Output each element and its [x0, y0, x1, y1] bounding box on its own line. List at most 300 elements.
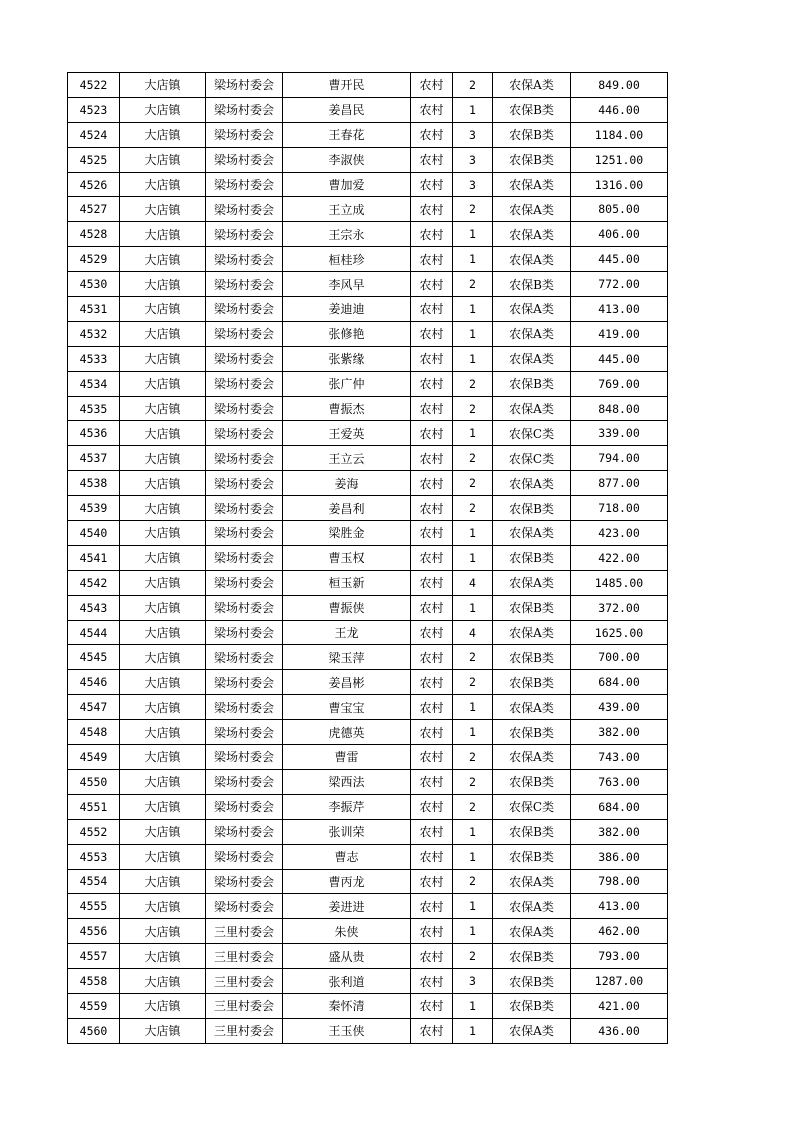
household-type-cell: 农村 [411, 993, 453, 1018]
person-count-cell: 3 [453, 969, 493, 994]
village-committee-cell: 梁场村委会 [206, 247, 283, 272]
household-type-cell: 农村 [411, 521, 453, 546]
table-row [68, 919, 668, 944]
serial-cell: 4530 [68, 272, 120, 297]
town-cell: 大店镇 [120, 197, 206, 222]
serial-cell: 4522 [68, 73, 120, 98]
town-cell: 大店镇 [120, 97, 206, 122]
category-cell: 农保A类 [493, 396, 571, 421]
village-committee-cell: 梁场村委会 [206, 769, 283, 794]
serial-cell: 4543 [68, 595, 120, 620]
person-count-cell: 2 [453, 670, 493, 695]
table-row [68, 720, 668, 745]
benefit-table [67, 72, 668, 1044]
name-cell: 李淑侠 [283, 147, 411, 172]
table-row [68, 545, 668, 570]
table-row [68, 869, 668, 894]
town-cell: 大店镇 [120, 371, 206, 396]
household-type-cell: 农村 [411, 471, 453, 496]
serial-cell: 4548 [68, 720, 120, 745]
table-row [68, 695, 668, 720]
serial-cell: 4534 [68, 371, 120, 396]
amount-cell: 419.00 [571, 321, 668, 346]
village-committee-cell: 梁场村委会 [206, 869, 283, 894]
household-type-cell: 农村 [411, 944, 453, 969]
amount-cell: 413.00 [571, 297, 668, 322]
person-count-cell: 1 [453, 819, 493, 844]
serial-cell: 4560 [68, 1018, 120, 1043]
town-cell: 大店镇 [120, 396, 206, 421]
table-row [68, 670, 668, 695]
amount-cell: 423.00 [571, 521, 668, 546]
name-cell: 王爱英 [283, 421, 411, 446]
category-cell: 农保B类 [493, 720, 571, 745]
category-cell: 农保B类 [493, 496, 571, 521]
serial-cell: 4550 [68, 769, 120, 794]
amount-cell: 382.00 [571, 720, 668, 745]
amount-cell: 462.00 [571, 919, 668, 944]
town-cell: 大店镇 [120, 1018, 206, 1043]
town-cell: 大店镇 [120, 521, 206, 546]
name-cell: 张紫缘 [283, 346, 411, 371]
amount-cell: 849.00 [571, 73, 668, 98]
serial-cell: 4542 [68, 570, 120, 595]
amount-cell: 421.00 [571, 993, 668, 1018]
household-type-cell: 农村 [411, 894, 453, 919]
person-count-cell: 1 [453, 247, 493, 272]
household-type-cell: 农村 [411, 147, 453, 172]
category-cell: 农保B类 [493, 147, 571, 172]
name-cell: 曹宝宝 [283, 695, 411, 720]
serial-cell: 4527 [68, 197, 120, 222]
town-cell: 大店镇 [120, 297, 206, 322]
category-cell: 农保B类 [493, 844, 571, 869]
household-type-cell: 农村 [411, 496, 453, 521]
table-row [68, 222, 668, 247]
serial-cell: 4528 [68, 222, 120, 247]
table-row [68, 794, 668, 819]
name-cell: 王龙 [283, 620, 411, 645]
table-row [68, 346, 668, 371]
household-type-cell: 农村 [411, 969, 453, 994]
serial-cell: 4549 [68, 745, 120, 770]
village-committee-cell: 梁场村委会 [206, 620, 283, 645]
person-count-cell: 1 [453, 844, 493, 869]
table-row [68, 620, 668, 645]
table-row [68, 97, 668, 122]
person-count-cell: 2 [453, 496, 493, 521]
town-cell: 大店镇 [120, 670, 206, 695]
village-committee-cell: 梁场村委会 [206, 147, 283, 172]
serial-cell: 4523 [68, 97, 120, 122]
village-committee-cell: 梁场村委会 [206, 122, 283, 147]
name-cell: 桓玉新 [283, 570, 411, 595]
serial-cell: 4545 [68, 645, 120, 670]
serial-cell: 4539 [68, 496, 120, 521]
household-type-cell: 农村 [411, 670, 453, 695]
name-cell: 姜迪迪 [283, 297, 411, 322]
name-cell: 曹开民 [283, 73, 411, 98]
household-type-cell: 农村 [411, 247, 453, 272]
category-cell: 农保C类 [493, 794, 571, 819]
household-type-cell: 农村 [411, 570, 453, 595]
name-cell: 曹振杰 [283, 396, 411, 421]
amount-cell: 763.00 [571, 769, 668, 794]
household-type-cell: 农村 [411, 421, 453, 446]
town-cell: 大店镇 [120, 944, 206, 969]
name-cell: 张修艳 [283, 321, 411, 346]
person-count-cell: 4 [453, 570, 493, 595]
household-type-cell: 农村 [411, 272, 453, 297]
name-cell: 梁胜金 [283, 521, 411, 546]
household-type-cell: 农村 [411, 172, 453, 197]
category-cell: 农保C类 [493, 446, 571, 471]
category-cell: 农保B类 [493, 122, 571, 147]
table-row [68, 247, 668, 272]
serial-cell: 4536 [68, 421, 120, 446]
household-type-cell: 农村 [411, 346, 453, 371]
household-type-cell: 农村 [411, 819, 453, 844]
person-count-cell: 4 [453, 620, 493, 645]
village-committee-cell: 梁场村委会 [206, 197, 283, 222]
village-committee-cell: 梁场村委会 [206, 521, 283, 546]
table-row [68, 446, 668, 471]
table-row [68, 595, 668, 620]
category-cell: 农保A类 [493, 471, 571, 496]
household-type-cell: 农村 [411, 197, 453, 222]
household-type-cell: 农村 [411, 720, 453, 745]
category-cell: 农保A类 [493, 620, 571, 645]
category-cell: 农保B类 [493, 993, 571, 1018]
table-row [68, 73, 668, 98]
category-cell: 农保A类 [493, 894, 571, 919]
category-cell: 农保A类 [493, 745, 571, 770]
category-cell: 农保B类 [493, 969, 571, 994]
village-committee-cell: 梁场村委会 [206, 570, 283, 595]
town-cell: 大店镇 [120, 819, 206, 844]
name-cell: 姜昌利 [283, 496, 411, 521]
table-row [68, 844, 668, 869]
person-count-cell: 1 [453, 695, 493, 720]
category-cell: 农保A类 [493, 247, 571, 272]
town-cell: 大店镇 [120, 894, 206, 919]
village-committee-cell: 梁场村委会 [206, 471, 283, 496]
town-cell: 大店镇 [120, 471, 206, 496]
village-committee-cell: 梁场村委会 [206, 695, 283, 720]
village-committee-cell: 梁场村委会 [206, 172, 283, 197]
village-committee-cell: 梁场村委会 [206, 297, 283, 322]
serial-cell: 4524 [68, 122, 120, 147]
amount-cell: 1316.00 [571, 172, 668, 197]
name-cell: 李风早 [283, 272, 411, 297]
village-committee-cell: 梁场村委会 [206, 670, 283, 695]
name-cell: 姜昌彬 [283, 670, 411, 695]
person-count-cell: 1 [453, 595, 493, 620]
name-cell: 王玉侠 [283, 1018, 411, 1043]
table-row [68, 172, 668, 197]
household-type-cell: 农村 [411, 321, 453, 346]
amount-cell: 684.00 [571, 794, 668, 819]
person-count-cell: 1 [453, 919, 493, 944]
household-type-cell: 农村 [411, 545, 453, 570]
category-cell: 农保A类 [493, 197, 571, 222]
person-count-cell: 2 [453, 745, 493, 770]
household-type-cell: 农村 [411, 844, 453, 869]
name-cell: 王立成 [283, 197, 411, 222]
category-cell: 农保A类 [493, 1018, 571, 1043]
category-cell: 农保B类 [493, 371, 571, 396]
town-cell: 大店镇 [120, 496, 206, 521]
town-cell: 大店镇 [120, 595, 206, 620]
name-cell: 盛从贵 [283, 944, 411, 969]
amount-cell: 794.00 [571, 446, 668, 471]
amount-cell: 1485.00 [571, 570, 668, 595]
table-row [68, 993, 668, 1018]
category-cell: 农保A类 [493, 172, 571, 197]
name-cell: 桓桂珍 [283, 247, 411, 272]
serial-cell: 4544 [68, 620, 120, 645]
serial-cell: 4552 [68, 819, 120, 844]
name-cell: 虎德英 [283, 720, 411, 745]
name-cell: 姜进进 [283, 894, 411, 919]
town-cell: 大店镇 [120, 869, 206, 894]
village-committee-cell: 梁场村委会 [206, 794, 283, 819]
amount-cell: 877.00 [571, 471, 668, 496]
amount-cell: 439.00 [571, 695, 668, 720]
village-committee-cell: 梁场村委会 [206, 73, 283, 98]
town-cell: 大店镇 [120, 745, 206, 770]
person-count-cell: 2 [453, 197, 493, 222]
category-cell: 农保B类 [493, 645, 571, 670]
village-committee-cell: 梁场村委会 [206, 421, 283, 446]
category-cell: 农保A类 [493, 73, 571, 98]
household-type-cell: 农村 [411, 122, 453, 147]
household-type-cell: 农村 [411, 595, 453, 620]
village-committee-cell: 三里村委会 [206, 919, 283, 944]
name-cell: 王春花 [283, 122, 411, 147]
amount-cell: 743.00 [571, 745, 668, 770]
person-count-cell: 3 [453, 172, 493, 197]
town-cell: 大店镇 [120, 272, 206, 297]
person-count-cell: 2 [453, 944, 493, 969]
table-row [68, 745, 668, 770]
town-cell: 大店镇 [120, 769, 206, 794]
serial-cell: 4526 [68, 172, 120, 197]
amount-cell: 1287.00 [571, 969, 668, 994]
person-count-cell: 2 [453, 769, 493, 794]
person-count-cell: 1 [453, 894, 493, 919]
name-cell: 李振芹 [283, 794, 411, 819]
household-type-cell: 农村 [411, 396, 453, 421]
category-cell: 农保B类 [493, 769, 571, 794]
household-type-cell: 农村 [411, 745, 453, 770]
name-cell: 曹玉权 [283, 545, 411, 570]
village-committee-cell: 梁场村委会 [206, 371, 283, 396]
amount-cell: 793.00 [571, 944, 668, 969]
amount-cell: 718.00 [571, 496, 668, 521]
category-cell: 农保B类 [493, 944, 571, 969]
town-cell: 大店镇 [120, 844, 206, 869]
serial-cell: 4538 [68, 471, 120, 496]
person-count-cell: 3 [453, 122, 493, 147]
village-committee-cell: 三里村委会 [206, 1018, 283, 1043]
table-row [68, 969, 668, 994]
table-row [68, 645, 668, 670]
category-cell: 农保B类 [493, 595, 571, 620]
category-cell: 农保A类 [493, 919, 571, 944]
household-type-cell: 农村 [411, 794, 453, 819]
town-cell: 大店镇 [120, 645, 206, 670]
village-committee-cell: 梁场村委会 [206, 222, 283, 247]
person-count-cell: 1 [453, 97, 493, 122]
category-cell: 农保B类 [493, 272, 571, 297]
name-cell: 梁西法 [283, 769, 411, 794]
category-cell: 农保A类 [493, 346, 571, 371]
household-type-cell: 农村 [411, 1018, 453, 1043]
person-count-cell: 2 [453, 869, 493, 894]
town-cell: 大店镇 [120, 147, 206, 172]
serial-cell: 4532 [68, 321, 120, 346]
serial-cell: 4533 [68, 346, 120, 371]
person-count-cell: 1 [453, 222, 493, 247]
serial-cell: 4554 [68, 869, 120, 894]
town-cell: 大店镇 [120, 222, 206, 247]
name-cell: 曹振侠 [283, 595, 411, 620]
town-cell: 大店镇 [120, 570, 206, 595]
amount-cell: 382.00 [571, 819, 668, 844]
name-cell: 张训荣 [283, 819, 411, 844]
amount-cell: 446.00 [571, 97, 668, 122]
village-committee-cell: 梁场村委会 [206, 595, 283, 620]
town-cell: 大店镇 [120, 421, 206, 446]
amount-cell: 445.00 [571, 346, 668, 371]
town-cell: 大店镇 [120, 993, 206, 1018]
amount-cell: 413.00 [571, 894, 668, 919]
person-count-cell: 3 [453, 147, 493, 172]
serial-cell: 4559 [68, 993, 120, 1018]
name-cell: 王宗永 [283, 222, 411, 247]
person-count-cell: 2 [453, 645, 493, 670]
person-count-cell: 2 [453, 73, 493, 98]
serial-cell: 4541 [68, 545, 120, 570]
town-cell: 大店镇 [120, 321, 206, 346]
serial-cell: 4551 [68, 794, 120, 819]
town-cell: 大店镇 [120, 919, 206, 944]
person-count-cell: 1 [453, 1018, 493, 1043]
person-count-cell: 2 [453, 446, 493, 471]
amount-cell: 769.00 [571, 371, 668, 396]
name-cell: 姜昌民 [283, 97, 411, 122]
household-type-cell: 农村 [411, 297, 453, 322]
serial-cell: 4535 [68, 396, 120, 421]
table-row [68, 496, 668, 521]
person-count-cell: 1 [453, 720, 493, 745]
household-type-cell: 农村 [411, 371, 453, 396]
household-type-cell: 农村 [411, 73, 453, 98]
name-cell: 曹加爱 [283, 172, 411, 197]
household-type-cell: 农村 [411, 769, 453, 794]
town-cell: 大店镇 [120, 73, 206, 98]
table-row [68, 421, 668, 446]
table-body [68, 73, 668, 1044]
amount-cell: 848.00 [571, 396, 668, 421]
name-cell: 姜海 [283, 471, 411, 496]
person-count-cell: 2 [453, 371, 493, 396]
amount-cell: 422.00 [571, 545, 668, 570]
category-cell: 农保A类 [493, 321, 571, 346]
amount-cell: 1184.00 [571, 122, 668, 147]
person-count-cell: 1 [453, 297, 493, 322]
household-type-cell: 农村 [411, 645, 453, 670]
village-committee-cell: 梁场村委会 [206, 545, 283, 570]
village-committee-cell: 梁场村委会 [206, 346, 283, 371]
village-committee-cell: 梁场村委会 [206, 745, 283, 770]
town-cell: 大店镇 [120, 122, 206, 147]
town-cell: 大店镇 [120, 446, 206, 471]
table-row [68, 521, 668, 546]
household-type-cell: 农村 [411, 919, 453, 944]
town-cell: 大店镇 [120, 346, 206, 371]
amount-cell: 386.00 [571, 844, 668, 869]
table-row [68, 297, 668, 322]
village-committee-cell: 梁场村委会 [206, 819, 283, 844]
table-row [68, 944, 668, 969]
village-committee-cell: 梁场村委会 [206, 396, 283, 421]
category-cell: 农保B类 [493, 545, 571, 570]
village-committee-cell: 梁场村委会 [206, 446, 283, 471]
town-cell: 大店镇 [120, 969, 206, 994]
amount-cell: 700.00 [571, 645, 668, 670]
village-committee-cell: 三里村委会 [206, 944, 283, 969]
serial-cell: 4547 [68, 695, 120, 720]
name-cell: 张广仲 [283, 371, 411, 396]
town-cell: 大店镇 [120, 545, 206, 570]
category-cell: 农保A类 [493, 521, 571, 546]
village-committee-cell: 梁场村委会 [206, 321, 283, 346]
household-type-cell: 农村 [411, 222, 453, 247]
household-type-cell: 农村 [411, 97, 453, 122]
person-count-cell: 2 [453, 794, 493, 819]
serial-cell: 4537 [68, 446, 120, 471]
person-count-cell: 2 [453, 396, 493, 421]
amount-cell: 445.00 [571, 247, 668, 272]
person-count-cell: 1 [453, 545, 493, 570]
amount-cell: 805.00 [571, 197, 668, 222]
household-type-cell: 农村 [411, 695, 453, 720]
town-cell: 大店镇 [120, 620, 206, 645]
village-committee-cell: 梁场村委会 [206, 844, 283, 869]
serial-cell: 4557 [68, 944, 120, 969]
village-committee-cell: 梁场村委会 [206, 645, 283, 670]
name-cell: 梁玉萍 [283, 645, 411, 670]
serial-cell: 4553 [68, 844, 120, 869]
town-cell: 大店镇 [120, 695, 206, 720]
household-type-cell: 农村 [411, 620, 453, 645]
category-cell: 农保B类 [493, 819, 571, 844]
village-committee-cell: 三里村委会 [206, 969, 283, 994]
name-cell: 秦怀清 [283, 993, 411, 1018]
village-committee-cell: 梁场村委会 [206, 97, 283, 122]
amount-cell: 684.00 [571, 670, 668, 695]
table-row [68, 570, 668, 595]
serial-cell: 4531 [68, 297, 120, 322]
name-cell: 曹志 [283, 844, 411, 869]
table-row [68, 197, 668, 222]
person-count-cell: 2 [453, 272, 493, 297]
serial-cell: 4558 [68, 969, 120, 994]
serial-cell: 4525 [68, 147, 120, 172]
table-row [68, 122, 668, 147]
